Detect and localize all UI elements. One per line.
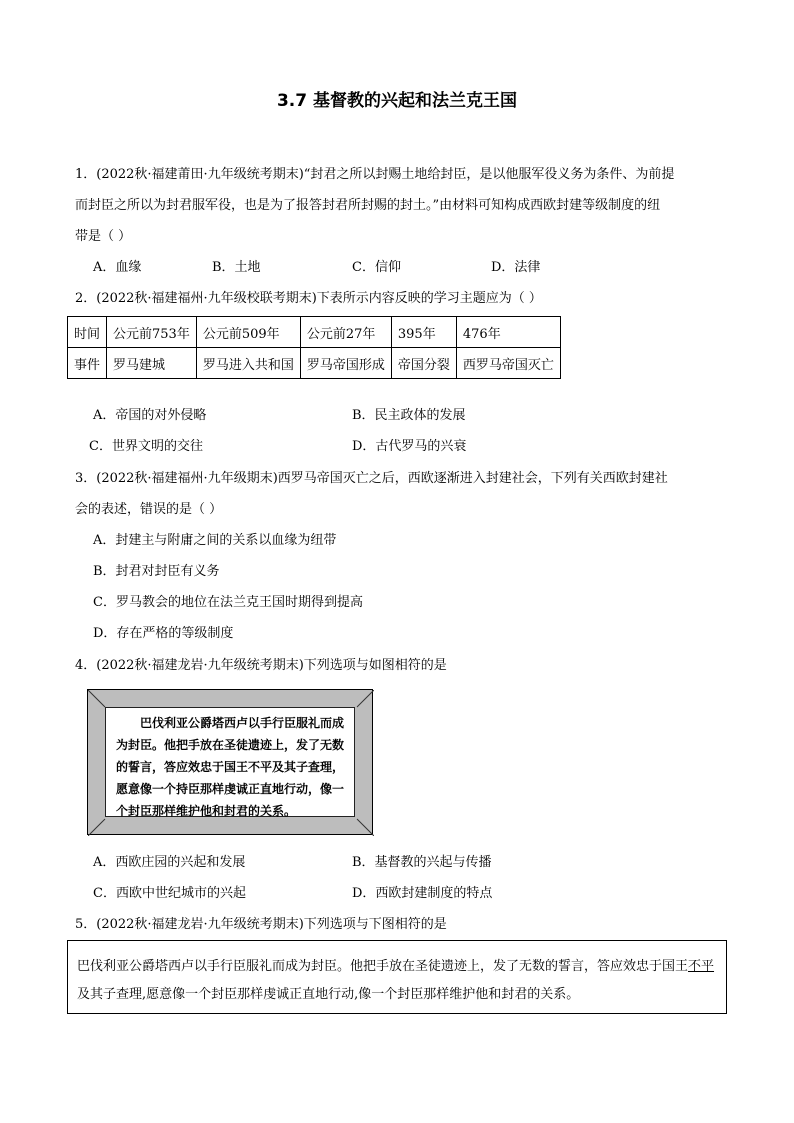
q1-option-a[interactable]: A．血缘 (93, 260, 142, 275)
table-cell: 公元前27年 (300, 317, 391, 348)
q5-stem: 5．(2022秋·福建龙岩·九年级统考期末)下列选项与下图相符的是 (75, 917, 447, 932)
q2-option-a[interactable]: A．帝国的对外侵略 (93, 408, 207, 423)
history-events-table (67, 316, 561, 379)
table-cell: 公元前509年 (196, 317, 300, 348)
table-cell: 帝国分裂 (391, 348, 456, 379)
table-cell: 事件 (68, 348, 107, 379)
q3-option-c[interactable]: C．罗马教会的地位在法兰克王国时期得到提高 (93, 595, 363, 610)
table-cell: 时间 (68, 317, 107, 348)
table-cell: 395年 (391, 317, 456, 348)
frame-content-area (105, 707, 355, 817)
q4-option-c[interactable]: C．西欧中世纪城市的兴起 (93, 886, 246, 901)
q1-option-b[interactable]: B．土地 (212, 260, 261, 275)
framed-text-image (87, 689, 373, 835)
q5-box-text-before: 巴伐利亚公爵塔西卢以手行臣服礼而成为封臣。他把手放在圣徒遗迹上，发了无数的誓言，答应效忠于国王 (77, 959, 689, 974)
q3-stem-line1: 3．(2022秋·福建福州·九年级期末)西罗马帝国灭亡之后，西欧逐渐进入封建社会，下列有关西欧封建社 (75, 471, 668, 486)
q2-option-c[interactable]: C．世界文明的交往 (89, 439, 203, 454)
table-row (68, 317, 561, 348)
q1-option-c[interactable]: C．信仰 (352, 260, 401, 275)
q3-stem-line2: 会的表述，错误的是（ ） (75, 502, 223, 517)
q4-option-d[interactable]: D．西欧封建制度的特点 (352, 886, 493, 901)
page-title: 3.7 基督教的兴起和法兰克王国 (276, 91, 518, 111)
q4-option-b[interactable]: B．基督教的兴起与传播 (352, 855, 492, 870)
q2-option-b[interactable]: B．民主政体的发展 (352, 408, 466, 423)
q3-option-b[interactable]: B．封君对封臣有义务 (93, 564, 220, 579)
table-cell: 罗马帝国形成 (300, 348, 391, 379)
q5-source-box (67, 940, 727, 1014)
q2-option-d[interactable]: D．古代罗马的兴衰 (352, 439, 467, 454)
table-cell: 476年 (456, 317, 560, 348)
q3-option-a[interactable]: A．封建主与附庸之间的关系以血缘为纽带 (93, 533, 337, 548)
frame-text: 巴伐利亚公爵塔西卢以手行臣服礼而成为封臣。他把手放在圣徒遗迹上，发了无数的誓言，答应效忠于国王不平及其子查理，愿意像一个持臣那样虔诚正直地行动，像一个封臣那样维护他和封君的关系。 (116, 716, 345, 818)
q1-stem-line3: 带是（ ） (75, 229, 132, 244)
q4-option-a[interactable]: A．西欧庄园的兴起和发展 (93, 855, 246, 870)
q5-box-text-after: 及其子查理,愿意像一个封臣那样虔诚正直地行动,像一个封臣那样维护他和封君的关系。 (77, 987, 580, 1002)
table-cell: 罗马建城 (107, 348, 197, 379)
q3-option-d[interactable]: D．存在严格的等级制度 (93, 626, 234, 641)
q1-option-d[interactable]: D．法律 (491, 260, 541, 275)
table-row (68, 348, 561, 379)
table-cell: 公元前753年 (107, 317, 197, 348)
q5-box-underlined: 不平 (688, 959, 715, 974)
q2-stem: 2．(2022秋·福建福州·九年级校联考期末)下表所示内容反映的学习主题应为（ ） (75, 291, 542, 306)
table-cell: 西罗马帝国灭亡 (456, 348, 560, 379)
q1-stem-line1: 1．(2022秋·福建莆田·九年级统考期末)“封君之所以封赐土地给封臣，是以他服军役义务为条件、为前提 (75, 167, 675, 182)
q1-stem-line2: 而封臣之所以为封君服军役，也是为了报答封君所封赐的封土。”由材料可知构成西欧封建等级制度的纽 (75, 198, 661, 213)
q4-stem: 4．(2022秋·福建龙岩·九年级统考期末)下列选项与如图相符的是 (75, 658, 447, 673)
table-cell: 罗马进入共和国 (196, 348, 300, 379)
